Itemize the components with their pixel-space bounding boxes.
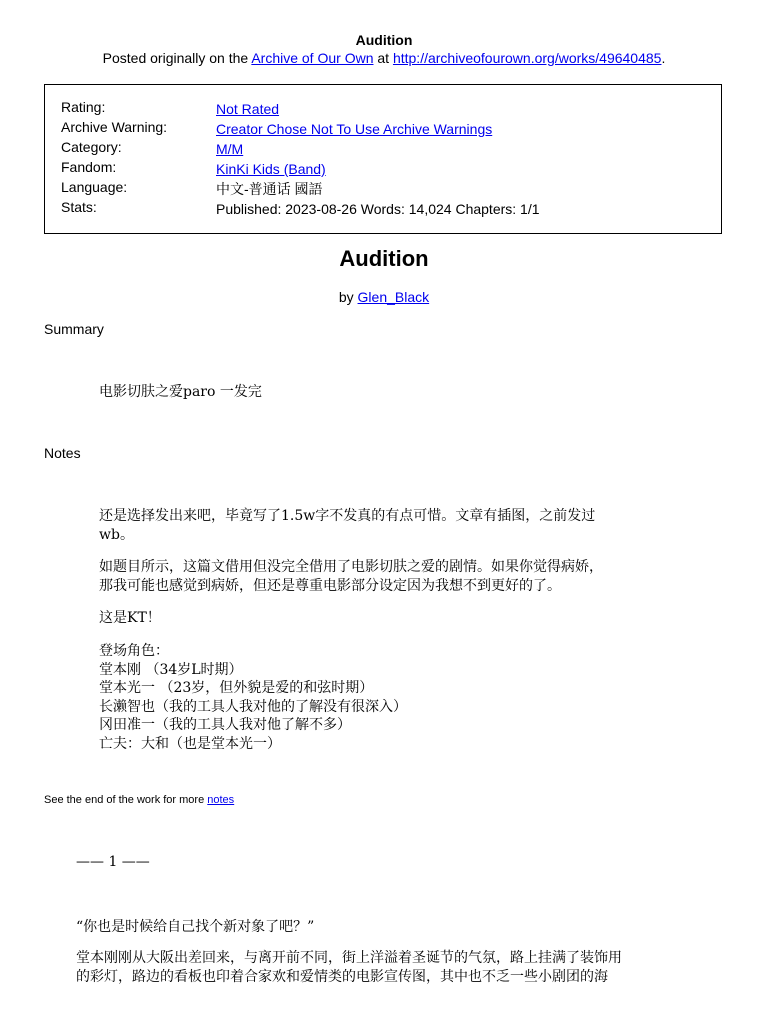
work-metadata-box [44, 84, 722, 234]
document-title: Audition [355, 32, 413, 48]
rating-link[interactable]: Not Rated [216, 101, 280, 117]
notes-p2-line1: 如题目所示，这篇文借用但没完全借用了电影切肤之爱的剧情。如果你觉得病娇， [99, 559, 603, 575]
notes-paragraph-2 [99, 558, 669, 595]
summary-heading: Summary [44, 321, 104, 337]
cast-heading: 登场角色： [99, 643, 169, 659]
notes-heading: Notes [44, 445, 81, 461]
end-notes-prefix: See the end of the work for more [44, 794, 205, 806]
meta-label-language: Language: [61, 179, 128, 195]
fandom-link[interactable]: KinKi Kids (Band) [216, 161, 326, 177]
byline-by: by [338, 289, 354, 305]
posted-originally-line [0, 50, 768, 66]
byline [0, 289, 768, 305]
notes-p1-line2: wb。 [99, 526, 134, 543]
category-link[interactable]: M/M [216, 141, 244, 157]
meta-label-warning: Archive Warning: [61, 119, 168, 135]
end-notes-link[interactable]: notes [207, 794, 235, 806]
chapter-marker: —— 1 —— [76, 854, 150, 870]
posted-at: at [377, 50, 390, 66]
notes-p1-line1: 还是选择发出来吧，毕竟写了1.5w字不发真的有点可惜。文章有插图，之前发过 [99, 508, 596, 524]
end-notes-pointer [44, 794, 234, 806]
meta-label-rating: Rating: [61, 99, 106, 115]
stats-value: Published: 2023-08-26 Words: 14,024 Chapters: 1/1 [216, 201, 540, 217]
chapter-p-line2: 的彩灯，路边的看板也印着合家欢和爱情类的电影宣传图，其中也不乏一些小剧团的海 [76, 968, 608, 985]
meta-label-stats: Stats: [61, 199, 97, 215]
archive-warning-link[interactable]: Creator Chose Not To Use Archive Warnings [216, 121, 493, 137]
work-url-link[interactable]: http://archiveofourown.org/works/49640485 [392, 50, 662, 66]
notes-p2-line2: 那我可能也感觉到病娇，但还是尊重电影部分设定因为我想不到更好的了。 [99, 577, 561, 594]
summary-text: 电影切肤之爱paro 一发完 [99, 384, 262, 400]
work-title: Audition [339, 246, 429, 271]
posted-period: . [661, 50, 666, 66]
meta-label-fandom: Fandom: [61, 159, 117, 175]
chapter-line-1: “你也是时候给自己找个新对象了吧？” [76, 919, 315, 935]
archive-link[interactable]: Archive of Our Own [251, 50, 374, 66]
cast-item: 堂本刚 （34岁L时期） [99, 661, 243, 678]
notes-paragraph-3: 这是KT！ [99, 610, 161, 626]
cast-item: 堂本光一 （23岁，但外貌是爱的和弦时期） [99, 680, 374, 696]
chapter-p-line1: 堂本刚刚从大阪出差回来，与离开前不同，街上洋溢着圣诞节的气氛，路上挂满了装饰用 [76, 950, 622, 966]
notes-cast-list [99, 642, 669, 753]
chapter-paragraph [76, 949, 696, 986]
notes-paragraph-1 [99, 507, 669, 544]
cast-item: 亡夫：大和（也是堂本光一） [99, 735, 281, 752]
author-link[interactable]: Glen_Black [357, 289, 430, 305]
language-value: 中文-普通话 國語 [216, 181, 323, 197]
cast-item: 冈田准一（我的工具人我对他了解不多） [99, 717, 351, 733]
meta-label-category: Category: [61, 139, 122, 155]
posted-prefix: Posted originally on the [102, 50, 249, 66]
cast-item: 长濑智也（我的工具人我对他的了解没有很深入） [99, 698, 407, 715]
